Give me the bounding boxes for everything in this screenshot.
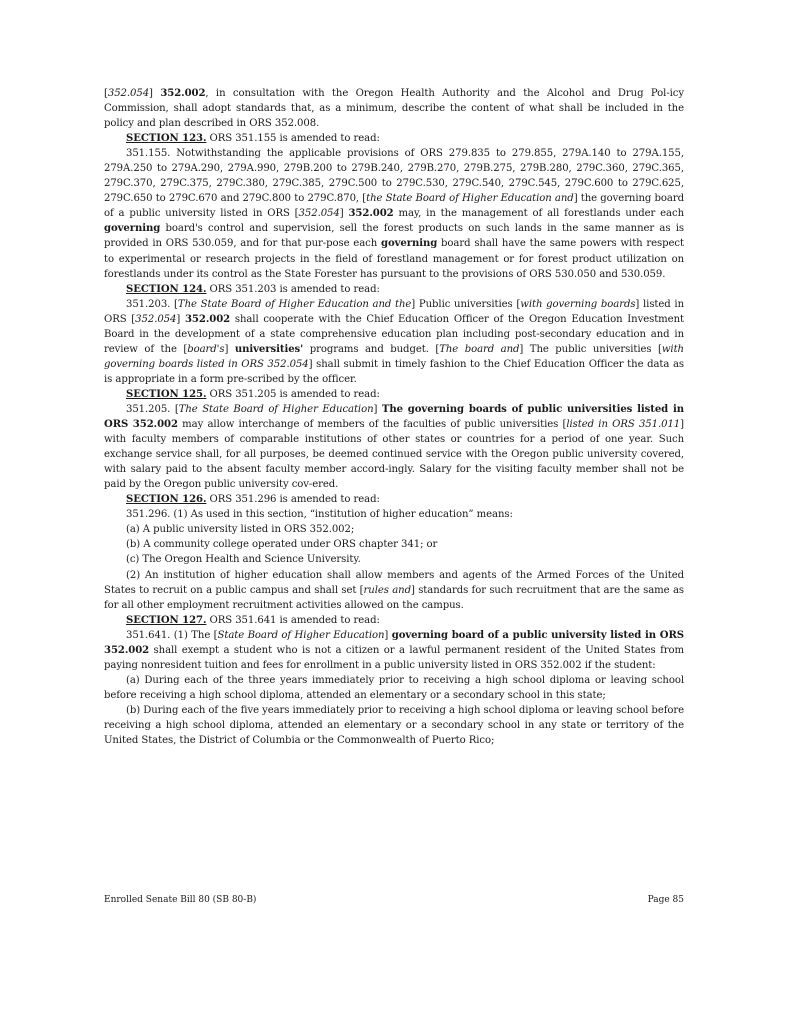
text-run: board shall have the same powers with respect to experimental or research projects in the field of forestland management or for forest product utilization on forestlands under its control as the State Forester has pursuant to the provisions of ORS 530.050 and 530.059. [104, 238, 684, 280]
text-run: 351.296. (1) As used in this section, “institution of higher education” means: [126, 509, 513, 521]
italic-deleted-text: State Board of Higher Education [217, 629, 385, 641]
italic-deleted-text: 352.054 [298, 208, 340, 220]
bold-text: governing [380, 238, 438, 250]
bold-text: 352.002 [160, 88, 206, 99]
section-label: SECTION 127. [126, 614, 207, 626]
text-run: 351.155. Notwithstanding the applicable provisions of ORS 279.835 to 279.855, 279A.140 to 279A.155, 279A.250 to 279A.290, 279A.990, 279B.200 to 279B.240, 279B.270, 279B.275, 279B.280, 279C.360, 279C.365, 279C.370, 279C.375, 279C.380, 279C.385, 279C.500 to 279C.530, 279C.540, 279C.545, 279C.600 to 279C.625, 279C.650 to 279C.670 and 279C.800 to 279C.870, [ [104, 148, 684, 205]
paragraph-1 [104, 86, 684, 131]
italic-deleted-text: the State Board of Higher Education and [366, 193, 574, 205]
section-label: SECTION 126. [126, 494, 207, 506]
paragraph-351-203 [104, 297, 684, 387]
paragraph-351-641-1a [104, 673, 684, 703]
bold-text: 352.002 [184, 313, 231, 325]
text-run: (b) During each of the five years immediately prior to receiving a high school diploma or leaving school before receiving a high school diploma, attended an elementary or a secondary school in any state or territory of the United States, the District of Columbia or the Commonwealth of Puerto Rico; [104, 704, 685, 747]
bold-text: 352.002 [348, 208, 394, 220]
italic-deleted-text: The State Board of Higher Education and the [177, 298, 412, 310]
italic-deleted-text: 352.054 [135, 313, 177, 325]
italic-deleted-text: rules and [363, 584, 411, 596]
text-run: ] shall submit in timely fashion to the Chief Education Officer the data as is appropriate in a form pre-scribed by the officer. [104, 358, 684, 385]
text-run: ORS 351.155 is amended to read: [206, 133, 380, 145]
text-run: , in consultation with the Oregon Health Authority and the Alcohol and Drug Pol-icy Commission, shall adopt standards that, as a minimum, describe the content of what shall be included in the policy and plan described in ORS 352.008. [104, 88, 684, 130]
footer-bill-title: Enrolled Senate Bill 80 (SB 80-B) [104, 895, 257, 905]
italic-deleted-text: The State Board of Higher Education [178, 403, 374, 415]
paragraph-351-155 [104, 146, 684, 281]
text-run: shall exempt a student who is not a citizen or a lawful permanent resident of the United States from paying nonresident tuition and fees for enrollment in a public university listed in ORS 352.002 if the student: [104, 644, 684, 671]
text-run: ] The public universities [ [519, 343, 662, 355]
section-label: SECTION 123. [126, 133, 207, 145]
footer-page-number: Page 85 [647, 895, 684, 905]
text-run: ] the governing board of a public university listed in ORS [ [104, 193, 684, 220]
text-run: shall cooperate with the Chief Education Officer of the Oregon Education Investment Board in the development of a state comprehensive education plan including post-secondary education and in review of the [ [104, 313, 684, 355]
text-run: (a) During each of the three years immediately prior to receiving a high school diploma or leaving school before receiving a high school diploma, attended an elementary or a secondary school in this state; [104, 674, 684, 701]
text-run: (a) A public university listed in ORS 352.002; [126, 524, 355, 536]
bold-text: universities' [234, 343, 304, 355]
text-run: (c) The Oregon Health and Science University. [126, 554, 361, 566]
text-run: ORS 351.641 is amended to read: [206, 614, 380, 626]
text-run: ] [339, 208, 349, 220]
text-run: may allow interchange of members of the faculties of public universities [ [177, 419, 567, 431]
text-run: ORS 351.203 is amended to read: [206, 283, 380, 295]
text-run: ] with faculty members of comparable institutions of other states or countries for a period of one year. Such exchange service shall, for all purposes, be deemed continued service with the Oregon public university covered, with salary paid to the absent faculty member accord-ingly. Salary for the visiting faculty member shall not be paid by the Oregon public university cov-ered. [104, 419, 684, 491]
text-run: may, in the management of all forestlands under each [393, 208, 684, 220]
text-run: 351.205. [ [126, 403, 179, 415]
bold-text: governing board of a public university listed in ORS 352.002 [104, 629, 685, 656]
document-body [104, 86, 684, 748]
text-run: ] [176, 313, 185, 325]
section-127-heading [104, 613, 684, 628]
text-run: ] [373, 403, 382, 415]
italic-deleted-text: with governing boards [520, 298, 636, 310]
text-run: ORS 351.205 is amended to read: [206, 388, 380, 400]
text-run: ] [384, 629, 392, 641]
section-123-heading [104, 131, 684, 146]
italic-deleted-text: board's [187, 343, 225, 355]
italic-deleted-text: 352.054 [107, 88, 150, 99]
section-label: SECTION 124. [126, 283, 207, 295]
text-run: 351.203. [ [126, 298, 178, 310]
text-run: board's control and supervision, sell the forest products on such lands in the same manner as is provided in ORS 530.059, and for that pur-pose each [104, 223, 684, 250]
text-run: (b) A community college operated under ORS chapter 341; or [126, 539, 438, 551]
paragraph-351-641-1b [104, 703, 684, 748]
paragraph-351-205 [104, 402, 684, 492]
italic-deleted-text: The board and [439, 343, 520, 355]
bold-text: governing [104, 223, 161, 235]
section-126-heading [104, 492, 684, 507]
text-run: ORS 351.296 is amended to read: [206, 494, 380, 506]
paragraph-351-296-2 [104, 568, 684, 613]
section-125-heading [104, 387, 684, 402]
text-run: ] Public universities [ [411, 298, 521, 310]
italic-deleted-text: listed in ORS 351.011 [566, 419, 681, 431]
section-label: SECTION 125. [126, 388, 207, 400]
text-run: 351.641. (1) The [ [126, 629, 218, 641]
paragraph-351-641-1 [104, 628, 684, 673]
text-run: (2) An institution of higher education shall allow members and agents of the Armed Forces of the United States to recruit on a public campus and shall set [ [104, 569, 684, 596]
text-run: ] [224, 343, 235, 355]
section-124-heading [104, 282, 684, 297]
text-run: [ [104, 88, 108, 99]
bold-text: The governing boards of public universities listed in ORS 352.002 [104, 403, 684, 431]
text-run: ] [149, 88, 161, 99]
paragraph-351-296-1 [104, 507, 684, 522]
paragraph-351-296-1c [104, 552, 684, 567]
paragraph-351-296-1b [104, 537, 684, 552]
italic-deleted-text: with governing boards listed in ORS 352.054 [104, 343, 684, 370]
paragraph-351-296-1a [104, 522, 684, 537]
text-run: programs and budget. [ [303, 343, 440, 355]
text-run: ] standards for such recruitment that are the same as for all other employment recruitment activities allowed on the campus. [104, 584, 684, 611]
text-run: ] listed in ORS [ [104, 298, 684, 325]
